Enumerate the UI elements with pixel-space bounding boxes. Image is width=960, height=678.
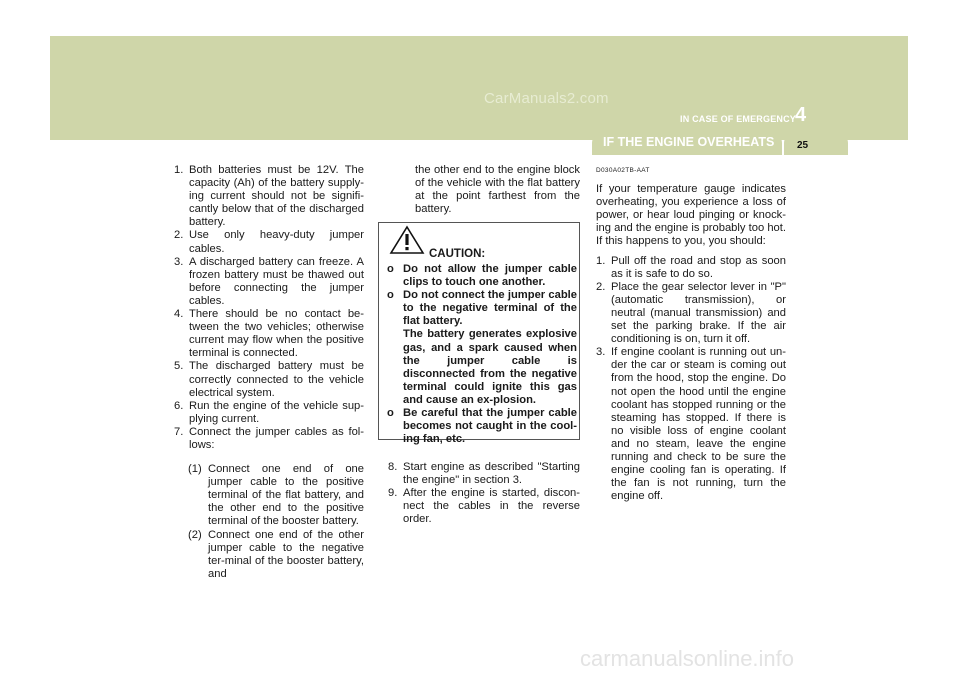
column-left <box>174 164 364 581</box>
topic-title: IF THE ENGINE OVERHEATS <box>603 135 775 149</box>
chapter-number: 4 <box>795 104 807 126</box>
list-item: 5. The discharged battery must be correctly connected to the vehicle electrical system. <box>174 360 364 399</box>
column-right <box>596 164 786 503</box>
page-number: 25 <box>797 140 809 151</box>
list-item: 8. Start engine as described "Starting the engine" in section 3. <box>388 461 580 487</box>
caution-bullet: o Do not connect the jumper cable to the negative terminal of the flat battery. The battery generates explosive gas, and a spark caused when the jumper cable is disconnected from the negative terminal could ignite this gas and cause an ex-plosion. <box>387 289 577 406</box>
list-item: 3. If engine coolant is running out un-der the car or steam is coming out from the hood, stop the engine. Do not open the hood until the engine coolant has stopped running or the steaming has stopped. If there is no visible loss of engine coolant and no steam, leave the engine running and check to be sure the engine cooling fan is operating. If the fan is not running, turn the engine off. <box>596 346 786 503</box>
section-label: IN CASE OF EMERGENCY <box>680 114 797 124</box>
list-item: 6. Run the engine of the vehicle sup-plying current. <box>174 399 364 425</box>
caution-box <box>378 222 580 446</box>
list-item: 7. Connect the jumper cables as fol-lows: <box>174 425 364 451</box>
continuation-text: the other end to the engine block of the vehicle with the flat battery at the point farthest from the battery. <box>415 164 580 216</box>
list-item: 4. There should be no contact be-tween the two vehicles; otherwise current may flow when the positive terminal is connected. <box>174 308 364 360</box>
column-middle <box>388 164 580 216</box>
intro-paragraph: If your temperature gauge indicates overheating, you experience a loss of power, or hear loud pinging or knock-ing and the engine is probably too hot. If this happens to you, you should: <box>596 183 786 248</box>
list-item: 2. Place the gear selector lever in "P" (automatic transmission), or neutral (manual transmission) and set the parking brake. If the air conditioning is on, turn it off. <box>596 280 786 346</box>
list-item: 3. A discharged battery can freeze. A frozen battery must be thawed out before connecting the jumper cables. <box>174 255 364 307</box>
warning-triangle-icon <box>389 225 425 255</box>
list-item: 2. Use only heavy-duty jumper cables. <box>174 229 364 255</box>
footer-watermark[interactable]: carmanualsonline.info <box>580 646 795 671</box>
caution-title: CAUTION: <box>429 248 486 260</box>
page-number-tab <box>784 133 848 155</box>
caution-bullet: o Do not allow the jumper cable clips to touch one another. <box>387 263 577 289</box>
list-item: 1. Pull off the road and stop as soon as it is safe to do so. <box>596 254 786 280</box>
list-item: 9. After the engine is started, discon-nect the cables in the reverse order. <box>388 487 580 526</box>
site-watermark[interactable]: CarManuals2.com <box>484 90 609 107</box>
caution-bullet: o Be careful that the jumper cable becomes not caught in the cool-ing fan, etc. <box>387 407 577 446</box>
list-item: 1. Both batteries must be 12V. The capacity (Ah) of the battery supply-ing current should not be signifi-cantly below that of the discharged battery. <box>174 164 364 229</box>
column-middle-steps <box>388 461 580 526</box>
section-code: D030A02TB-AAT <box>596 167 650 174</box>
sub-list-item: (2) Connect one end of the other jumper cable to the negative ter-minal of the booster battery, and <box>188 528 364 580</box>
caution-body <box>387 263 577 446</box>
sub-list-item: (1) Connect one end of one jumper cable to the positive terminal of the flat battery, and the other end to the positive terminal of the booster battery. <box>188 463 364 528</box>
header-band <box>50 36 908 140</box>
